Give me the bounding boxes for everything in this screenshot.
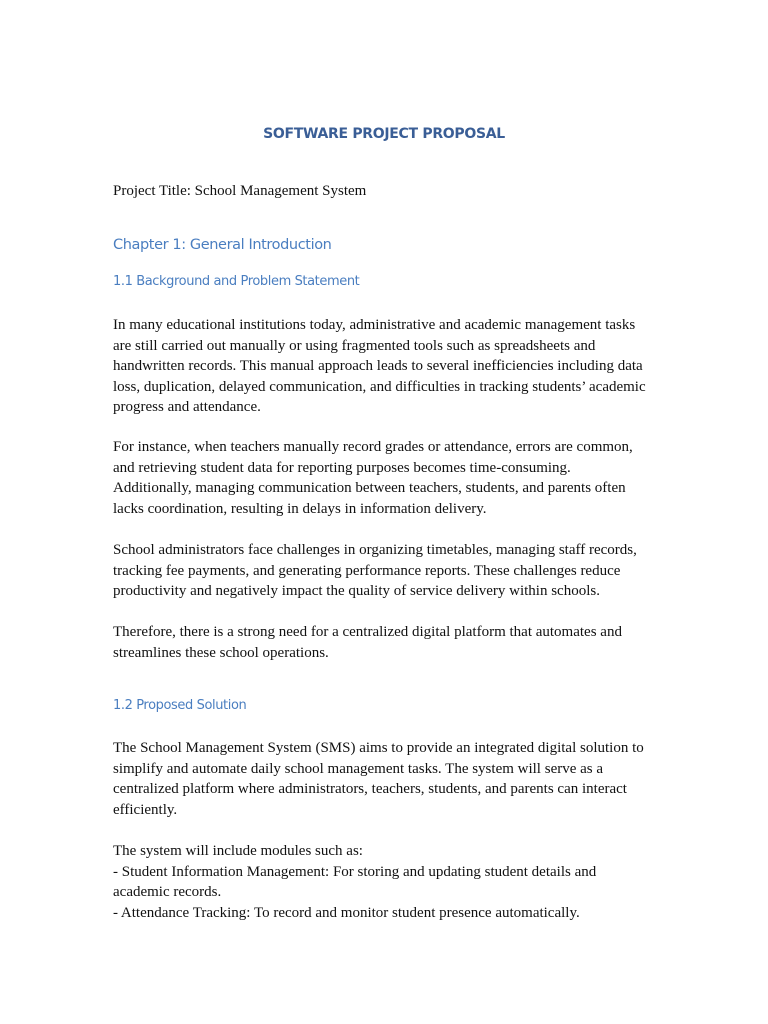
text-line: handwritten records. This manual approach leads to several inefficiencies including data <box>113 358 643 375</box>
text-line: simplify and automate daily school management tasks. The system will serve as a <box>113 760 604 777</box>
text-line: Additionally, managing communication between teachers, students, and parents often <box>113 480 626 497</box>
text-line: streamlines these school operations. <box>113 644 329 661</box>
text-line: lacks coordination, resulting in delays in information delivery. <box>113 500 487 517</box>
document-page <box>113 0 657 1024</box>
text-line: loss, duplication, delayed communication, and difficulties in tracking students’ academic <box>113 378 646 395</box>
chapter-1-heading: Chapter 1: General Introduction <box>113 237 332 253</box>
text-line: The system will include modules such as: <box>113 843 363 859</box>
text-line: For instance, when teachers manually record grades or attendance, errors are common, <box>113 439 633 455</box>
background-paragraph-2 <box>113 437 657 519</box>
project-title: Project Title: School Management System <box>113 183 367 199</box>
list-item: - Student Information Management: For storing and updating student details and <box>113 863 597 880</box>
text-line: The School Management System (SMS) aims to provide an integrated digital solution to <box>113 740 644 756</box>
background-paragraph-4 <box>113 622 657 663</box>
text-line: productivity and negatively impact the quality of service delivery within schools. <box>113 583 600 600</box>
solution-modules-list <box>113 841 657 923</box>
text-line: progress and attendance. <box>113 399 261 416</box>
text-line: School administrators face challenges in organizing timetables, managing staff records, <box>113 542 637 558</box>
text-line: and retrieving student data for reporting purposes becomes time-consuming. <box>113 459 571 476</box>
text-line: centralized platform where administrators, teachers, students, and parents can interact <box>113 781 627 798</box>
solution-paragraph-1 <box>113 738 657 820</box>
list-item-continuation: academic records. <box>113 884 222 901</box>
text-line: Therefore, there is a strong need for a centralized digital platform that automates and <box>113 624 622 640</box>
document-title: SOFTWARE PROJECT PROPOSAL <box>263 126 505 142</box>
section-1-2-heading: 1.2 Proposed Solution <box>113 698 247 713</box>
text-line: efficiently. <box>113 801 178 818</box>
text-line: In many educational institutions today, administrative and academic management tasks <box>113 317 636 333</box>
background-paragraph-1 <box>113 315 657 418</box>
section-1-1-heading: 1.1 Background and Problem Statement <box>113 274 360 289</box>
background-paragraph-3 <box>113 540 657 602</box>
list-item: - Attendance Tracking: To record and monitor student presence automatically. <box>113 904 580 921</box>
text-line: are still carried out manually or using fragmented tools such as spreadsheets and <box>113 337 596 354</box>
text-line: tracking fee payments, and generating performance reports. These challenges reduce <box>113 562 621 579</box>
